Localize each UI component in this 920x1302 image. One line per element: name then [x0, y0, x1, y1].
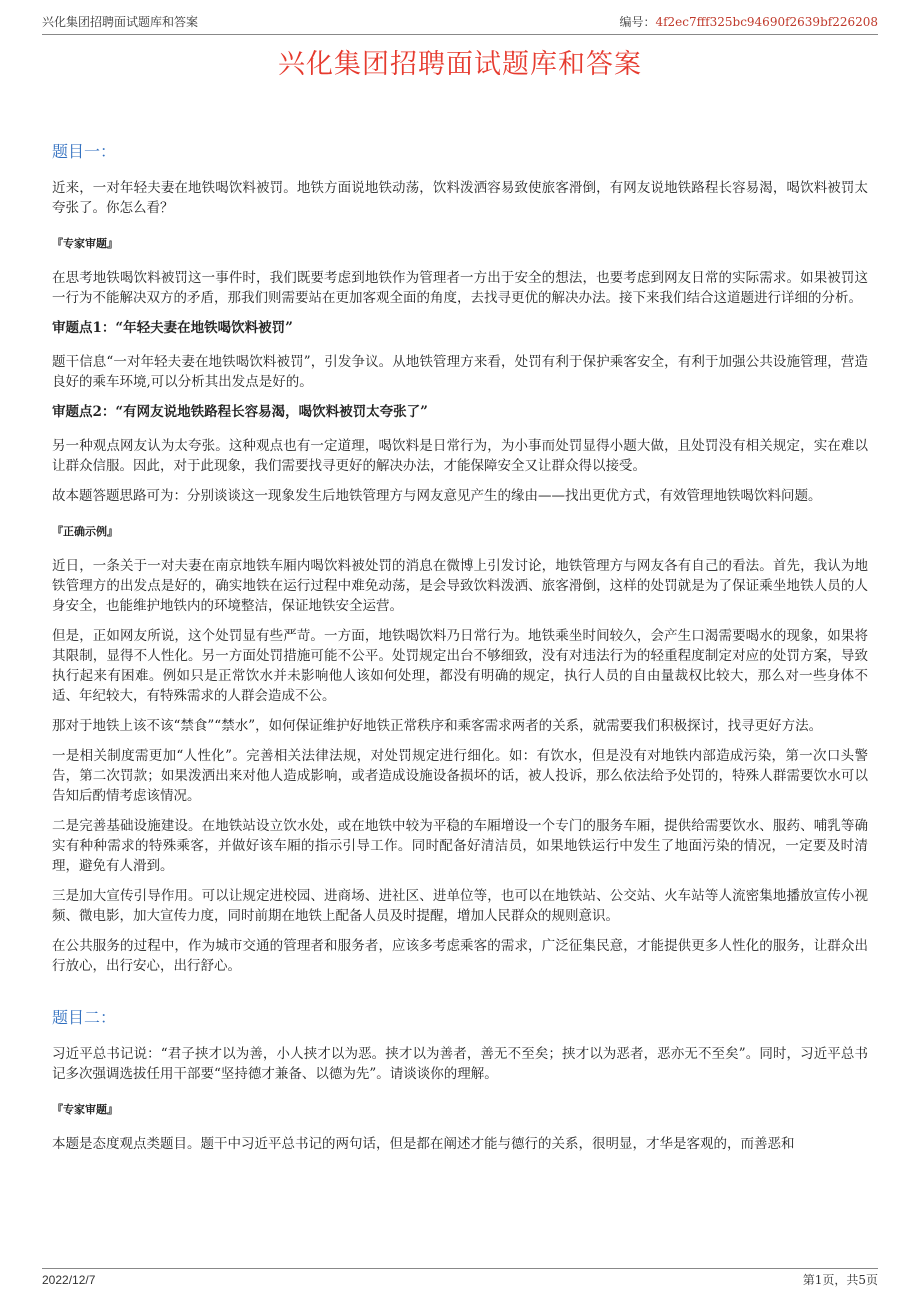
question-1-example-paragraph: 三是加大宣传引导作用。可以让规定进校园、进商场、进社区、进单位等，也可以在地铁站、公交站、火车站等人流密集地播放宣传小视频、微电影，加大宣传力度，同时前期在地铁上配备人员及时提醒，增加人民群众的规则意识。	[52, 888, 868, 924]
question-2-heading: 题目二：	[52, 1008, 117, 1027]
question-2-expert-intro: 本题是态度观点类题目。题干中习近平总书记的两句话，但是都在阐述才能与德行的关系，很明显，才华是客观的，而善恶和	[52, 1136, 795, 1152]
question-2-expert-tag: 『专家审题』	[52, 1103, 118, 1116]
page-header	[42, 12, 878, 35]
question-1-text: 近来，一对年轻夫妻在地铁喝饮料被罚。地铁方面说地铁动荡，饮料泼洒容易致使旅客滑倒，有网友说地铁路程长容易渴，喝饮料被罚太夸张了。你怎么看？	[52, 180, 868, 216]
question-2-text: 习近平总书记说：“君子挟才以为善，小人挟才以为恶。挟才以为善者，善无不至矣；挟才以为恶者，恶亦无不至矣”。同时，习近平总书记多次强调选拔任用干部要“坚持德才兼备、以德为先”。请谈谈你的理解。	[52, 1046, 868, 1082]
question-1-heading: 题目一：	[52, 142, 117, 161]
question-1-approach: 故本题答题思路可为：分别谈谈这一现象发生后地铁管理方与网友意见产生的缘由——找出更优方式，有效管理地铁喝饮料问题。	[52, 488, 822, 504]
question-1-example-paragraph: 二是完善基础设施建设。在地铁站设立饮水处，或在地铁中较为平稳的车厢增设一个专门的服务车厢，提供给需要饮水、服药、哺乳等确实有种种需求的特殊乘客，并做好该车厢的指示引导工作。同时配备好清洁员，如果地铁运行中发生了地面污染的情况，一定要及时清理，避免有人滑到。	[52, 818, 868, 874]
question-1-point-1-heading: 审题点1：“年轻夫妻在地铁喝饮料被罚”	[52, 320, 293, 336]
question-1-point-2-text: 另一种观点网友认为太夸张。这种观点也有一定道理，喝饮料是日常行为，为小事而处罚显得小题大做，且处罚没有相关规定，实在难以让群众信服。因此，对于此现象，我们需要找寻更好的解决办法，才能保障安全又让群众得以接受。	[52, 438, 868, 474]
header-doc-title: 兴化集团招聘面试题库和答案	[42, 15, 199, 29]
question-1-point-2-heading: 审题点2：“有网友说地铁路程长容易渴，喝饮料被罚太夸张了”	[52, 404, 428, 420]
question-1-example-paragraph: 在公共服务的过程中，作为城市交通的管理者和服务者，应该多考虑乘客的需求，广泛征集民意，才能提供更多人性化的服务，让群众出行放心，出行安心，出行舒心。	[52, 938, 868, 974]
header-code-value: 4f2ec7fff325bc94690f2639bf226208	[655, 15, 878, 29]
question-1-expert-tag: 『专家审题』	[52, 237, 118, 250]
question-1-example-paragraph: 近日，一条关于一对夫妻在南京地铁车厢内喝饮料被处罚的消息在微博上引发讨论，地铁管理方与网友各有自己的看法。首先，我认为地铁管理方的出发点是好的，确实地铁在运行过程中难免动荡，是会导致饮料泼洒、旅客滑倒，这样的处罚就是为了保证乘坐地铁人员的人身安全，也能维护地铁内的环境整洁，保证地铁安全运营。	[52, 558, 868, 614]
document-body	[52, 142, 868, 1164]
question-1-example-tag: 『正确示例』	[52, 525, 118, 538]
footer-date: 2022/12/7	[42, 1273, 96, 1287]
page-footer	[42, 1268, 878, 1287]
footer-page-number: 第1页，共5页	[802, 1273, 878, 1287]
header-code-label: 编号：	[619, 15, 656, 29]
question-1-example-paragraph: 那对于地铁上该不该“禁食”“禁水”，如何保证维护好地铁正常秩序和乘客需求两者的关系，就需要我们积极探讨，找寻更好方法。	[52, 718, 823, 734]
question-1-expert-intro: 在思考地铁喝饮料被罚这一事件时，我们既要考虑到地铁作为管理者一方出于安全的想法，也要考虑到网友日常的实际需求。如果被罚这一行为不能解决双方的矛盾，那我们则需要站在更加客观全面的角度，去找寻更优的解决办法。接下来我们结合这道题进行详细的分析。	[52, 270, 868, 306]
question-1-example-paragraph: 一是相关制度需更加“人性化”。完善相关法律法规，对处罚规定进行细化。如：有饮水，但是没有对地铁内部造成污染，第一次口头警告，第二次罚款；如果泼洒出来对他人造成影响，或者造成设施设备损坏的话，被人投诉，那么依法给予处罚的，特殊人群需要饮水可以告知后酌情考虑该情况。	[52, 748, 868, 804]
document-title: 兴化集团招聘面试题库和答案	[278, 49, 642, 80]
question-1-point-1-text: 题干信息“一对年轻夫妻在地铁喝饮料被罚”，引发争议。从地铁管理方来看，处罚有利于保护乘客安全，有利于加强公共设施管理，营造良好的乘车环境,可以分析其出发点是好的。	[52, 354, 868, 390]
question-1-example-paragraph: 但是，正如网友所说，这个处罚显有些严苛。一方面，地铁喝饮料乃日常行为。地铁乘坐时间较久，会产生口渴需要喝水的现象，如果将其限制，显得不人性化。另一方面处罚措施可能不公平。处罚规定出台不够细致，没有对违法行为的轻重程度制定对应的处罚方案，导致执行起来有困难。例如只是正常饮水并未影响他人该如何处理，都没有明确的规定，执行人员的自由量裁权比较大，那么对一些身体不适、年纪较大，有特殊需求的人群会造成不公。	[52, 628, 868, 704]
header-doc-code	[619, 12, 878, 32]
